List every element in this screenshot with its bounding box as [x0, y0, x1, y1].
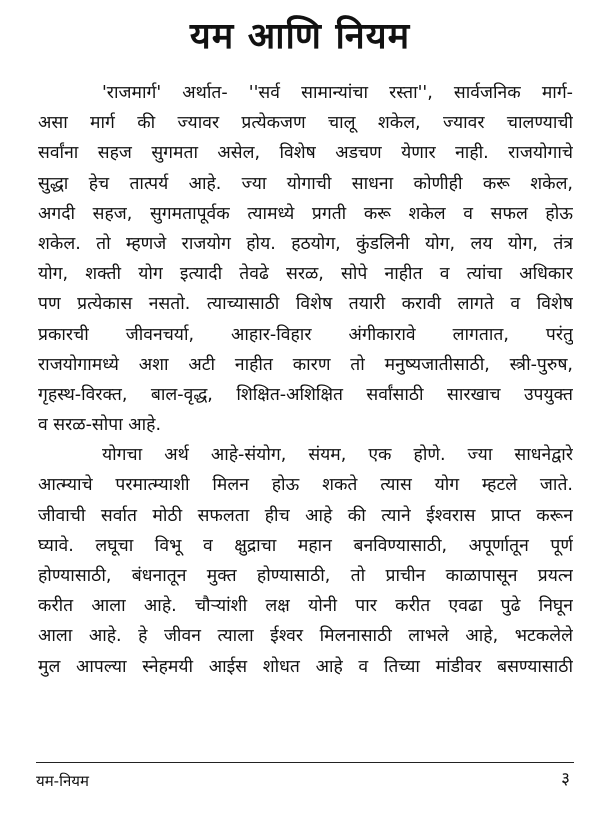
text-line: व सरळ-सोपा आहे. — [38, 415, 162, 436]
text-line: प्रकारची जीवनचर्या, आहार-विहार अंगीकारावे लागतात, परंतु — [38, 324, 573, 345]
text-line: राजयोगामध्ये अशा अटी नाहीत कारण तो मनुष्यजातीसाठी, स्त्री-पुरुष, — [38, 354, 573, 375]
page-number: ३ — [561, 769, 570, 789]
text-line: 'राजमार्ग' अर्थात- ''सर्व सामान्यांचा रस्ता'', सार्वजनिक मार्ग- — [102, 83, 573, 103]
text-line: योग, शक्ती योग इत्यादी तेवढे सरळ, सोपे नाहीत व त्यांचा अधिकार — [38, 264, 573, 285]
text-line: असा मार्ग की ज्यावर प्रत्येकजण चालू शकेल, ज्यावर चालण्याची — [38, 113, 573, 134]
body-text — [38, 78, 573, 682]
text-line: जीवाची सर्वात मोठी सफलता हीच आहे की त्याने ईश्वरास प्राप्त करून — [38, 505, 573, 526]
text-line: सुद्धा हेच तात्पर्य आहे. ज्या योगाची साधना कोणीही करू शकेल, — [38, 173, 573, 194]
footer-divider — [36, 762, 574, 763]
text-line: अगदी सहज, सुगमतापूर्वक त्यामध्ये प्रगती करू शकेल व सफल होऊ — [38, 203, 573, 224]
text-line: पण प्रत्येकास नसतो. त्याच्यासाठी विशेष तयारी करावी लागते व विशेष — [38, 294, 573, 315]
text-line: सर्वांना सहज सुगमता असेल, विशेष अडचण येणार नाही. राजयोगाचे — [38, 143, 573, 164]
text-line: होण्यासाठी, बंधनातून मुक्त होण्यासाठी, तो प्राचीन काळापासून प्रयत्न — [38, 566, 573, 586]
text-line: आला आहे. हे जीवन त्याला ईश्वर मिलनासाठी लाभले आहे, भटकलेले — [38, 626, 573, 647]
page-title: यम आणि नियम — [189, 16, 411, 57]
text-line: मुल आपल्या स्नेहमयी आईस शोधत आहे व तिच्या मांडीवर बसण्यासाठी — [38, 656, 573, 677]
text-line: योगचा अर्थ आहे-संयोग, संयम, एक होणे. ज्या साधनेद्वारे — [102, 445, 573, 466]
text-line: घ्यावे. लघूचा विभू व क्षुद्राचा महान बनविण्यासाठी, अपूर्णातून पूर्ण — [38, 535, 573, 556]
running-title: यम-नियम — [36, 772, 89, 790]
text-line: करीत आला आहे. चौऱ्यांशी लक्ष योनी पार करीत एवढा पुढे निघून — [38, 596, 573, 617]
text-line: शकेल. तो म्हणजे राजयोग होय. हठयोग, कुंडलिनी योग, लय योग, तंत्र — [38, 233, 573, 254]
text-line: आत्म्याचे परमात्म्याशी मिलन होऊ शकते त्यास योग म्हटले जाते. — [38, 475, 573, 496]
text-line: गृहस्थ-विरक्त, बाल-वृद्ध, शिक्षित-अशिक्षित सर्वांसाठी सारखाच उपयुक्त — [38, 384, 573, 405]
